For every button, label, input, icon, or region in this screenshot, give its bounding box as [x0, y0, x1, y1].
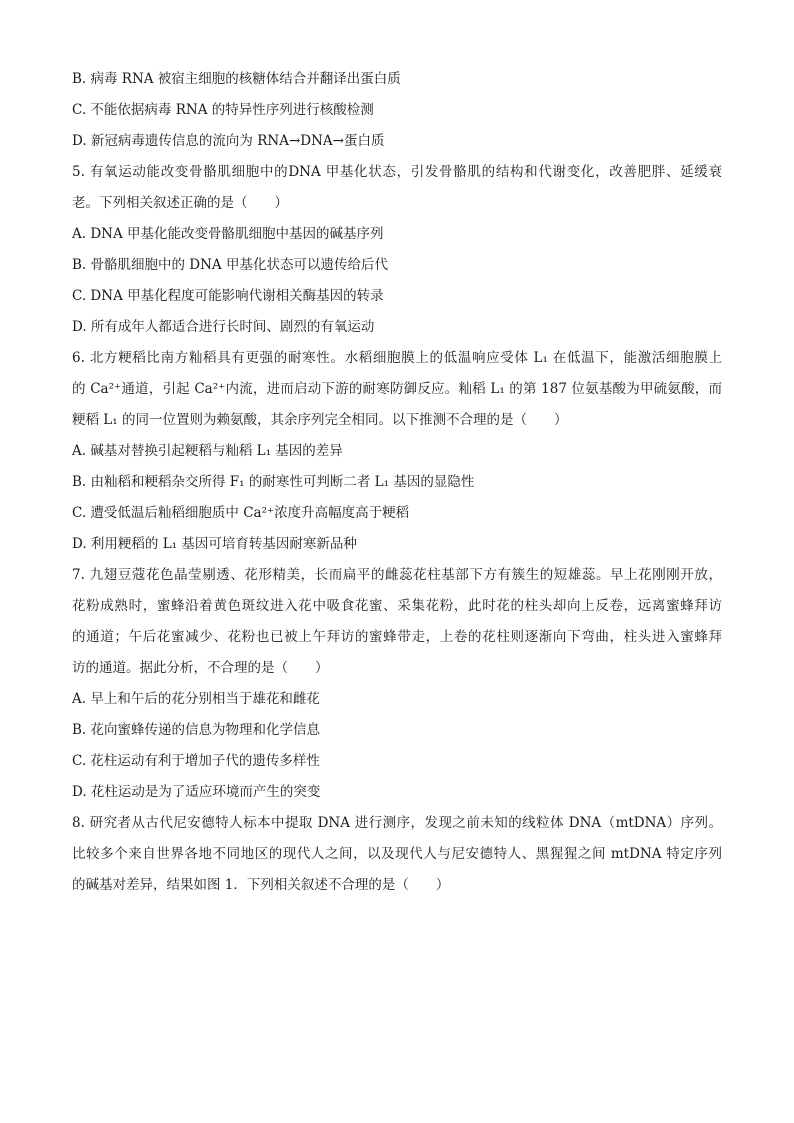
option-line: D. 新冠病毒遗传信息的流向为 RNA→DNA→蛋白质: [72, 133, 385, 149]
option-line: A. 碱基对替换引起粳稻与籼稻 L₁ 基因的差异: [72, 443, 343, 459]
option-line: C. 遭受低温后籼稻细胞质中 Ca²⁺浓度升高幅度高于粳稻: [72, 505, 410, 521]
option-line: B. 由籼稻和粳稻杂交所得 F₁ 的耐寒性可判断二者 L₁ 基因的显隐性: [72, 474, 475, 490]
option-line: B. 病毒 RNA 被宿主细胞的核糖体结合并翻译出蛋白质: [72, 71, 401, 87]
question-6-stem: 6. 北方粳稻比南方籼稻具有更强的耐寒性。水稻细胞膜上的低温响应受体 L₁ 在低温下，能激活细胞膜上: [72, 350, 722, 366]
question-5-stem: 5. 有氧运动能改变骨骼肌细胞中的DNA 甲基化状态，引发骨骼肌的结构和代谢变化，改善肥胖、延缓衰: [72, 164, 722, 180]
exam-page: [72, 64, 722, 901]
option-line: B. 花向蜜蜂传递的信息为物理和化学信息: [72, 722, 321, 738]
option-line: C. 不能依据病毒 RNA 的特异性序列进行核酸检测: [72, 102, 374, 118]
question-6-stem: 粳稻 L₁ 的同一位置则为赖氨酸，其余序列完全相同。以下推测不合理的是（ ）: [72, 412, 568, 428]
question-6-stem: 的 Ca²⁺通道，引起 Ca²⁺内流，进而启动下游的耐寒防御反应。籼稻 L₁ 的第 187 位氨基酸为甲硫氨酸，而: [72, 381, 722, 397]
question-7-stem: 的通道；午后花蜜减少、花粉也已被上午拜访的蜜蜂带走，上卷的花柱则逐渐向下弯曲，柱头进入蜜蜂拜: [72, 629, 722, 645]
option-line: D. 花柱运动是为了适应环境而产生的突变: [72, 784, 321, 800]
option-line: D. 利用粳稻的 L₁ 基因可培育转基因耐寒新品种: [72, 536, 357, 552]
question-7-stem: 7. 九翅豆蔻花色晶莹剔透、花形精美，长而扁平的雌蕊花柱基部下方有簇生的短雄蕊。早上花刚刚开放，: [72, 567, 722, 583]
question-7-stem: 访的通道。据此分析，不合理的是（ ）: [72, 660, 329, 676]
option-line: D. 所有成年人都适合进行长时间、剧烈的有氧运动: [72, 319, 375, 335]
option-line: C. DNA 甲基化程度可能影响代谢相关酶基因的转录: [72, 288, 384, 304]
option-line: B. 骨骼肌细胞中的 DNA 甲基化状态可以遗传给后代: [72, 257, 388, 273]
option-line: A. 早上和午后的花分别相当于雄花和雌花: [72, 691, 320, 707]
question-8-stem: 的碱基对差异，结果如图 1．下列相关叙述不合理的是（ ）: [72, 877, 450, 893]
question-5-stem: 老。下列相关叙述正确的是（ ）: [72, 195, 288, 211]
option-line: A. DNA 甲基化能改变骨骼肌细胞中基因的碱基序列: [72, 226, 384, 242]
question-8-stem: 8. 研究者从古代尼安德特人标本中提取 DNA 进行测序，发现之前未知的线粒体 DNA（mtDNA）序列。: [72, 815, 722, 831]
question-8-stem: 比较多个来自世界各地不同地区的现代人之间，以及现代人与尼安德特人、黑猩猩之间 mtDNA 特定序列: [72, 846, 722, 862]
question-7-stem: 花粉成熟时，蜜蜂沿着黄色斑纹进入花中吸食花蜜、采集花粉，此时花的柱头却向上反卷，远离蜜蜂拜访: [72, 598, 722, 614]
option-line: C. 花柱运动有利于增加子代的遗传多样性: [72, 753, 320, 769]
